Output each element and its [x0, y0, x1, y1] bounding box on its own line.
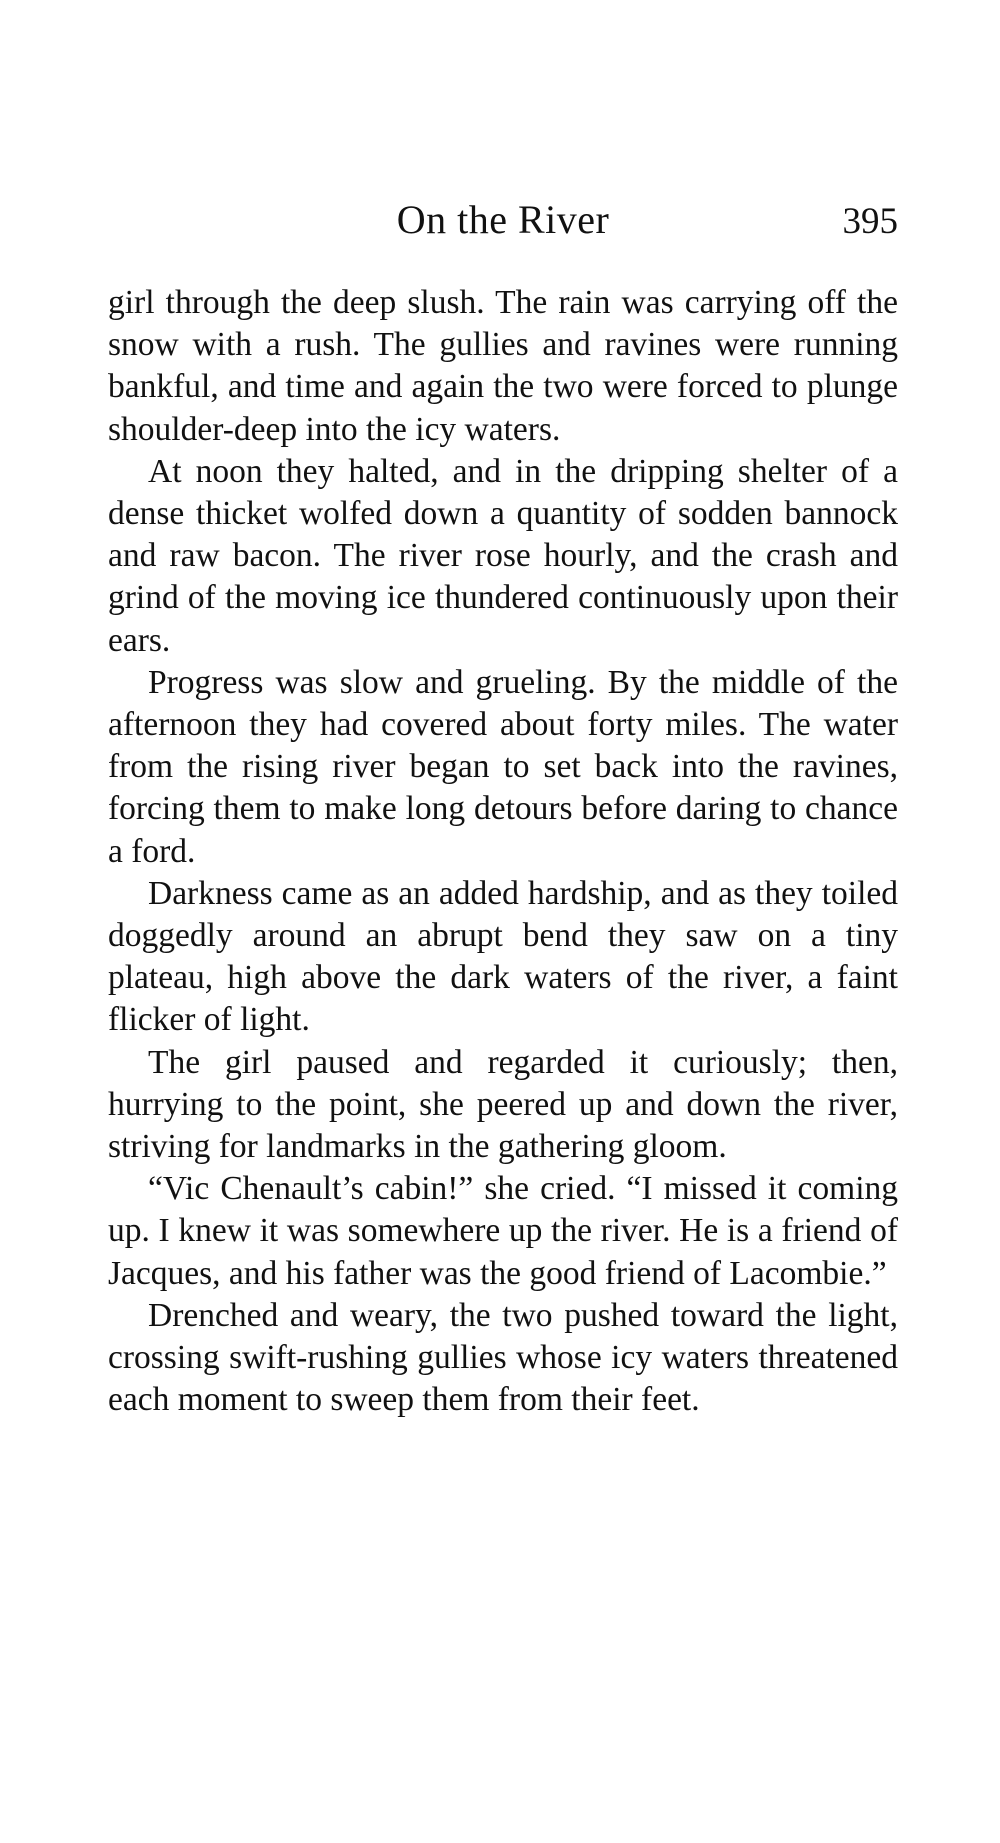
paragraph: Darkness came as an added hardship, and as they toiled doggedly around an abrupt bend they saw on a tiny plateau, high above the dark waters of the river, a faint flicker of light. — [108, 874, 898, 1039]
paragraph: Progress was slow and grueling. By the middle of the afternoon they had covered about forty miles. The water from the rising river began to set back into the ravines, forcing them to make long detours before daring to chance a ford. — [108, 663, 898, 870]
body-text — [108, 282, 898, 1421]
page-number: 395 — [842, 201, 898, 242]
running-title: On the River — [396, 197, 610, 242]
paragraph: The girl paused and regarded it curiously; then, hurrying to the point, she peered up and down the river, striving for landmarks in the gathering gloom. — [108, 1043, 898, 1166]
page-header — [108, 196, 898, 246]
paragraph: At noon they halted, and in the dripping shelter of a dense thicket wolfed down a quantity of sodden bannock and raw bacon. The river rose hourly, and the crash and grind of the moving ice thundered continuously upon their ears. — [108, 452, 898, 659]
paragraph: girl through the deep slush. The rain was carrying off the snow with a rush. The gullies and ravines were running bankful, and time and again the two were forced to plunge shoulder-deep into the icy waters. — [108, 284, 898, 448]
paragraph: “Vic Chenault’s cabin!” she cried. “I missed it coming up. I knew it was somewhere up the river. He is a friend of Jacques, and his father was the good friend of Lacombie.” — [108, 1170, 898, 1292]
paragraph: Drenched and weary, the two pushed toward the light, crossing swift-rushing gullies whose icy waters threatened each moment to sweep them from their feet. — [108, 1296, 898, 1419]
